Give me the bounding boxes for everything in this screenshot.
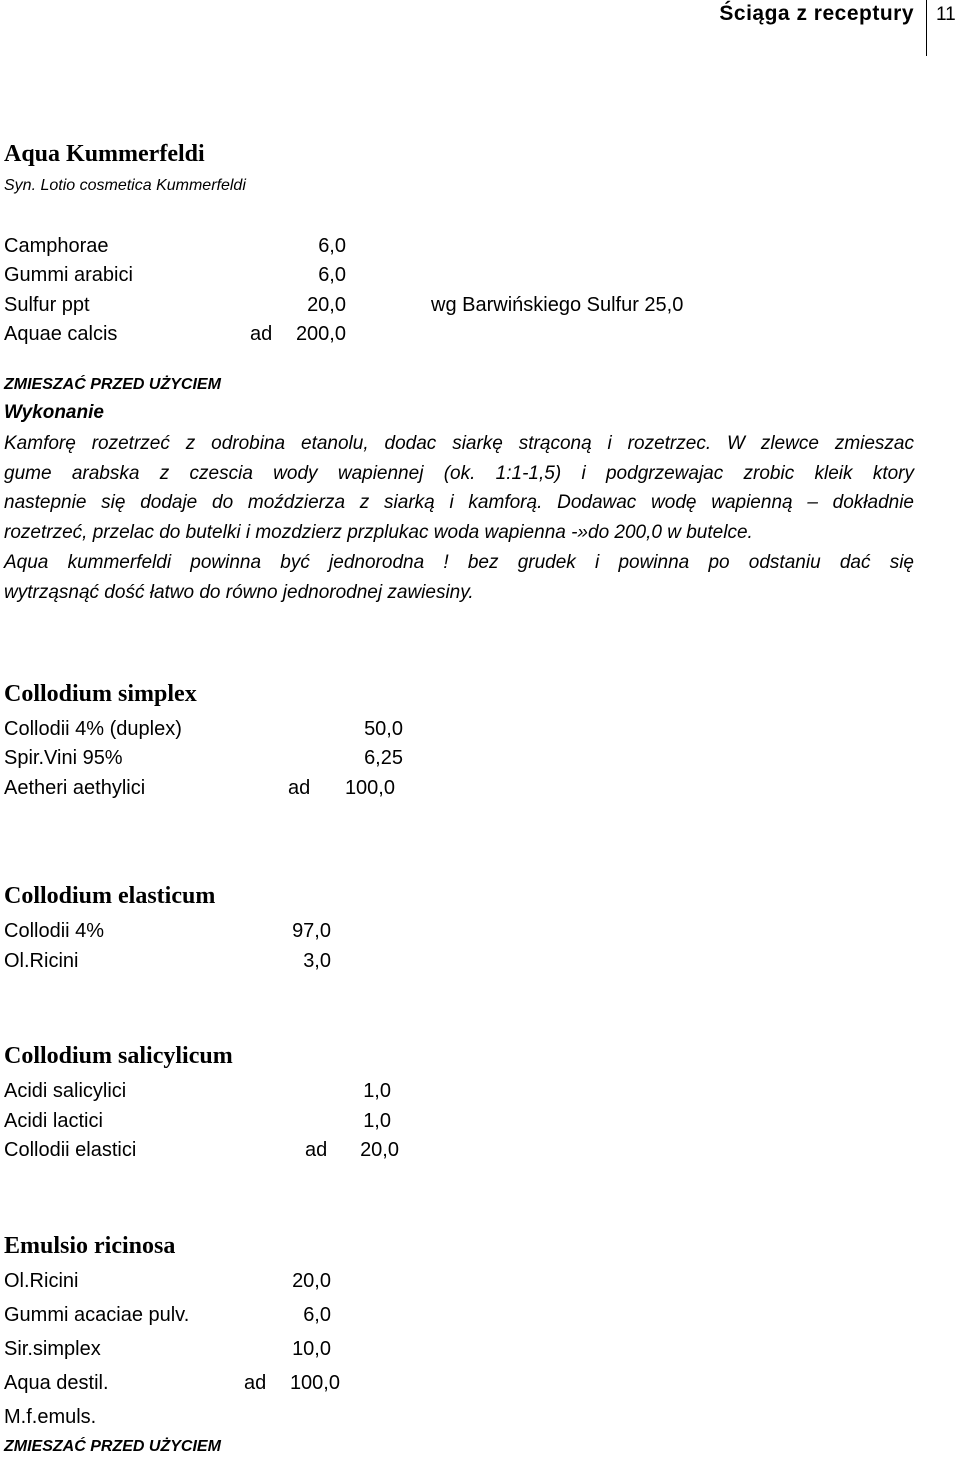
ingredient-amount: 1,0 — [363, 1110, 391, 1132]
ingredient-amount: 3,0 — [303, 950, 331, 972]
ingredient-name: Gummi acaciae pulv. — [4, 1304, 190, 1326]
ingredient-name: Aetheri aethylici — [4, 777, 146, 799]
ingredient-amount: 100,0 — [344, 777, 395, 799]
ingredient-amount: 200,0 — [295, 323, 346, 345]
procedure-line: wytrząsnąć dość łatwo do równo jednorodnej zawiesiny. — [4, 581, 474, 603]
header-title: Ściąga z receptury — [719, 2, 914, 25]
procedure-line: gume arabska z czescia wody wapiennej (ok. 1:1-1,5) i podgrzewajac zrobic kleik ktory — [4, 462, 914, 484]
preparation-instruction: M.f.emuls. — [4, 1406, 97, 1428]
ingredient-note: wg Barwińskiego Sulfur 25,0 — [431, 294, 684, 316]
procedure-line: nastepnie się dodaje do moździerza z siarką i kamforą. Dodawac wodę wapienną – dokładnie — [4, 492, 914, 514]
ingredient-amount: 20,0 — [307, 294, 346, 316]
ingredient-name: Collodii 4% (duplex) — [4, 718, 182, 740]
ingredient-amount: 6,0 — [318, 235, 346, 257]
ingredient-name: Aquae calcis — [4, 323, 118, 345]
ingredient-amount: 97,0 — [292, 920, 331, 942]
synonym-line: Syn. Lotio cosmetica Kummerfeldi — [4, 177, 246, 194]
ingredient-name: Ol.Ricini — [4, 1270, 79, 1292]
procedure-line: Kamforę rozetrzeć z odrobina etanolu, dodac siarkę strąconą i rozetrzec. W zlewce zmieszac — [4, 433, 914, 454]
ingredient-name: Spir.Vini 95% — [4, 747, 123, 769]
ingredient-ad: ad — [244, 1372, 267, 1394]
ingredient-name: Sir.simplex — [4, 1338, 101, 1360]
ingredient-name: Sulfur ppt — [4, 294, 90, 316]
ingredient-name: Camphorae — [4, 235, 109, 257]
ingredient-name: Acidi salicylici — [4, 1080, 127, 1102]
section-title-collodium-simplex: Collodium simplex — [4, 681, 197, 707]
ingredient-amount: 1,0 — [363, 1080, 391, 1102]
section-title-collodium-elasticum: Collodium elasticum — [4, 883, 216, 909]
ingredient-amount: 6,25 — [364, 747, 403, 769]
procedure-line: Aqua kummerfeldi powinna być jednorodna ! bez grudek i powinna po odstaniu dać się — [4, 551, 914, 573]
ingredient-amount: 10,0 — [292, 1338, 331, 1360]
section-title-collodium-salicylicum: Collodium salicylicum — [4, 1043, 233, 1069]
warning-text: ZMIESZAĆ PRZED UŻYCIEM — [4, 376, 221, 393]
ingredient-name: Ol.Ricini — [4, 950, 79, 972]
ingredient-amount: 6,0 — [303, 1304, 331, 1326]
ingredient-amount: 20,0 — [292, 1270, 331, 1292]
page-number: 11 — [936, 4, 956, 25]
header-divider — [926, 0, 927, 56]
ingredient-name: Aqua destil. — [4, 1372, 109, 1394]
ingredient-ad: ad — [288, 777, 311, 799]
ingredient-ad: ad — [305, 1139, 328, 1161]
section-title-aqua-kummerfeldi: Aqua Kummerfeldi — [4, 141, 205, 167]
ingredient-amount: 50,0 — [364, 718, 403, 740]
section-title-emulsio-ricinosa: Emulsio ricinosa — [4, 1233, 176, 1259]
ingredient-name: Collodii elastici — [4, 1139, 137, 1161]
ingredient-name: Gummi arabici — [4, 264, 133, 286]
warning-text: ZMIESZAĆ PRZED UŻYCIEM — [4, 1438, 221, 1455]
procedure-line: rozetrzeć, przelac do butelki i mozdzierz przplukac woda wapienna -»do 200,0 w butelce. — [4, 522, 753, 544]
ingredient-name: Collodii 4% — [4, 920, 105, 942]
ingredient-ad: ad — [250, 323, 273, 345]
ingredient-amount: 6,0 — [318, 264, 346, 286]
ingredient-name: Acidi lactici — [4, 1110, 103, 1132]
procedure-paragraph — [4, 429, 914, 607]
ingredient-amount: 100,0 — [289, 1372, 340, 1394]
ingredient-amount: 20,0 — [360, 1139, 399, 1161]
procedure-label: Wykonanie — [4, 402, 104, 423]
